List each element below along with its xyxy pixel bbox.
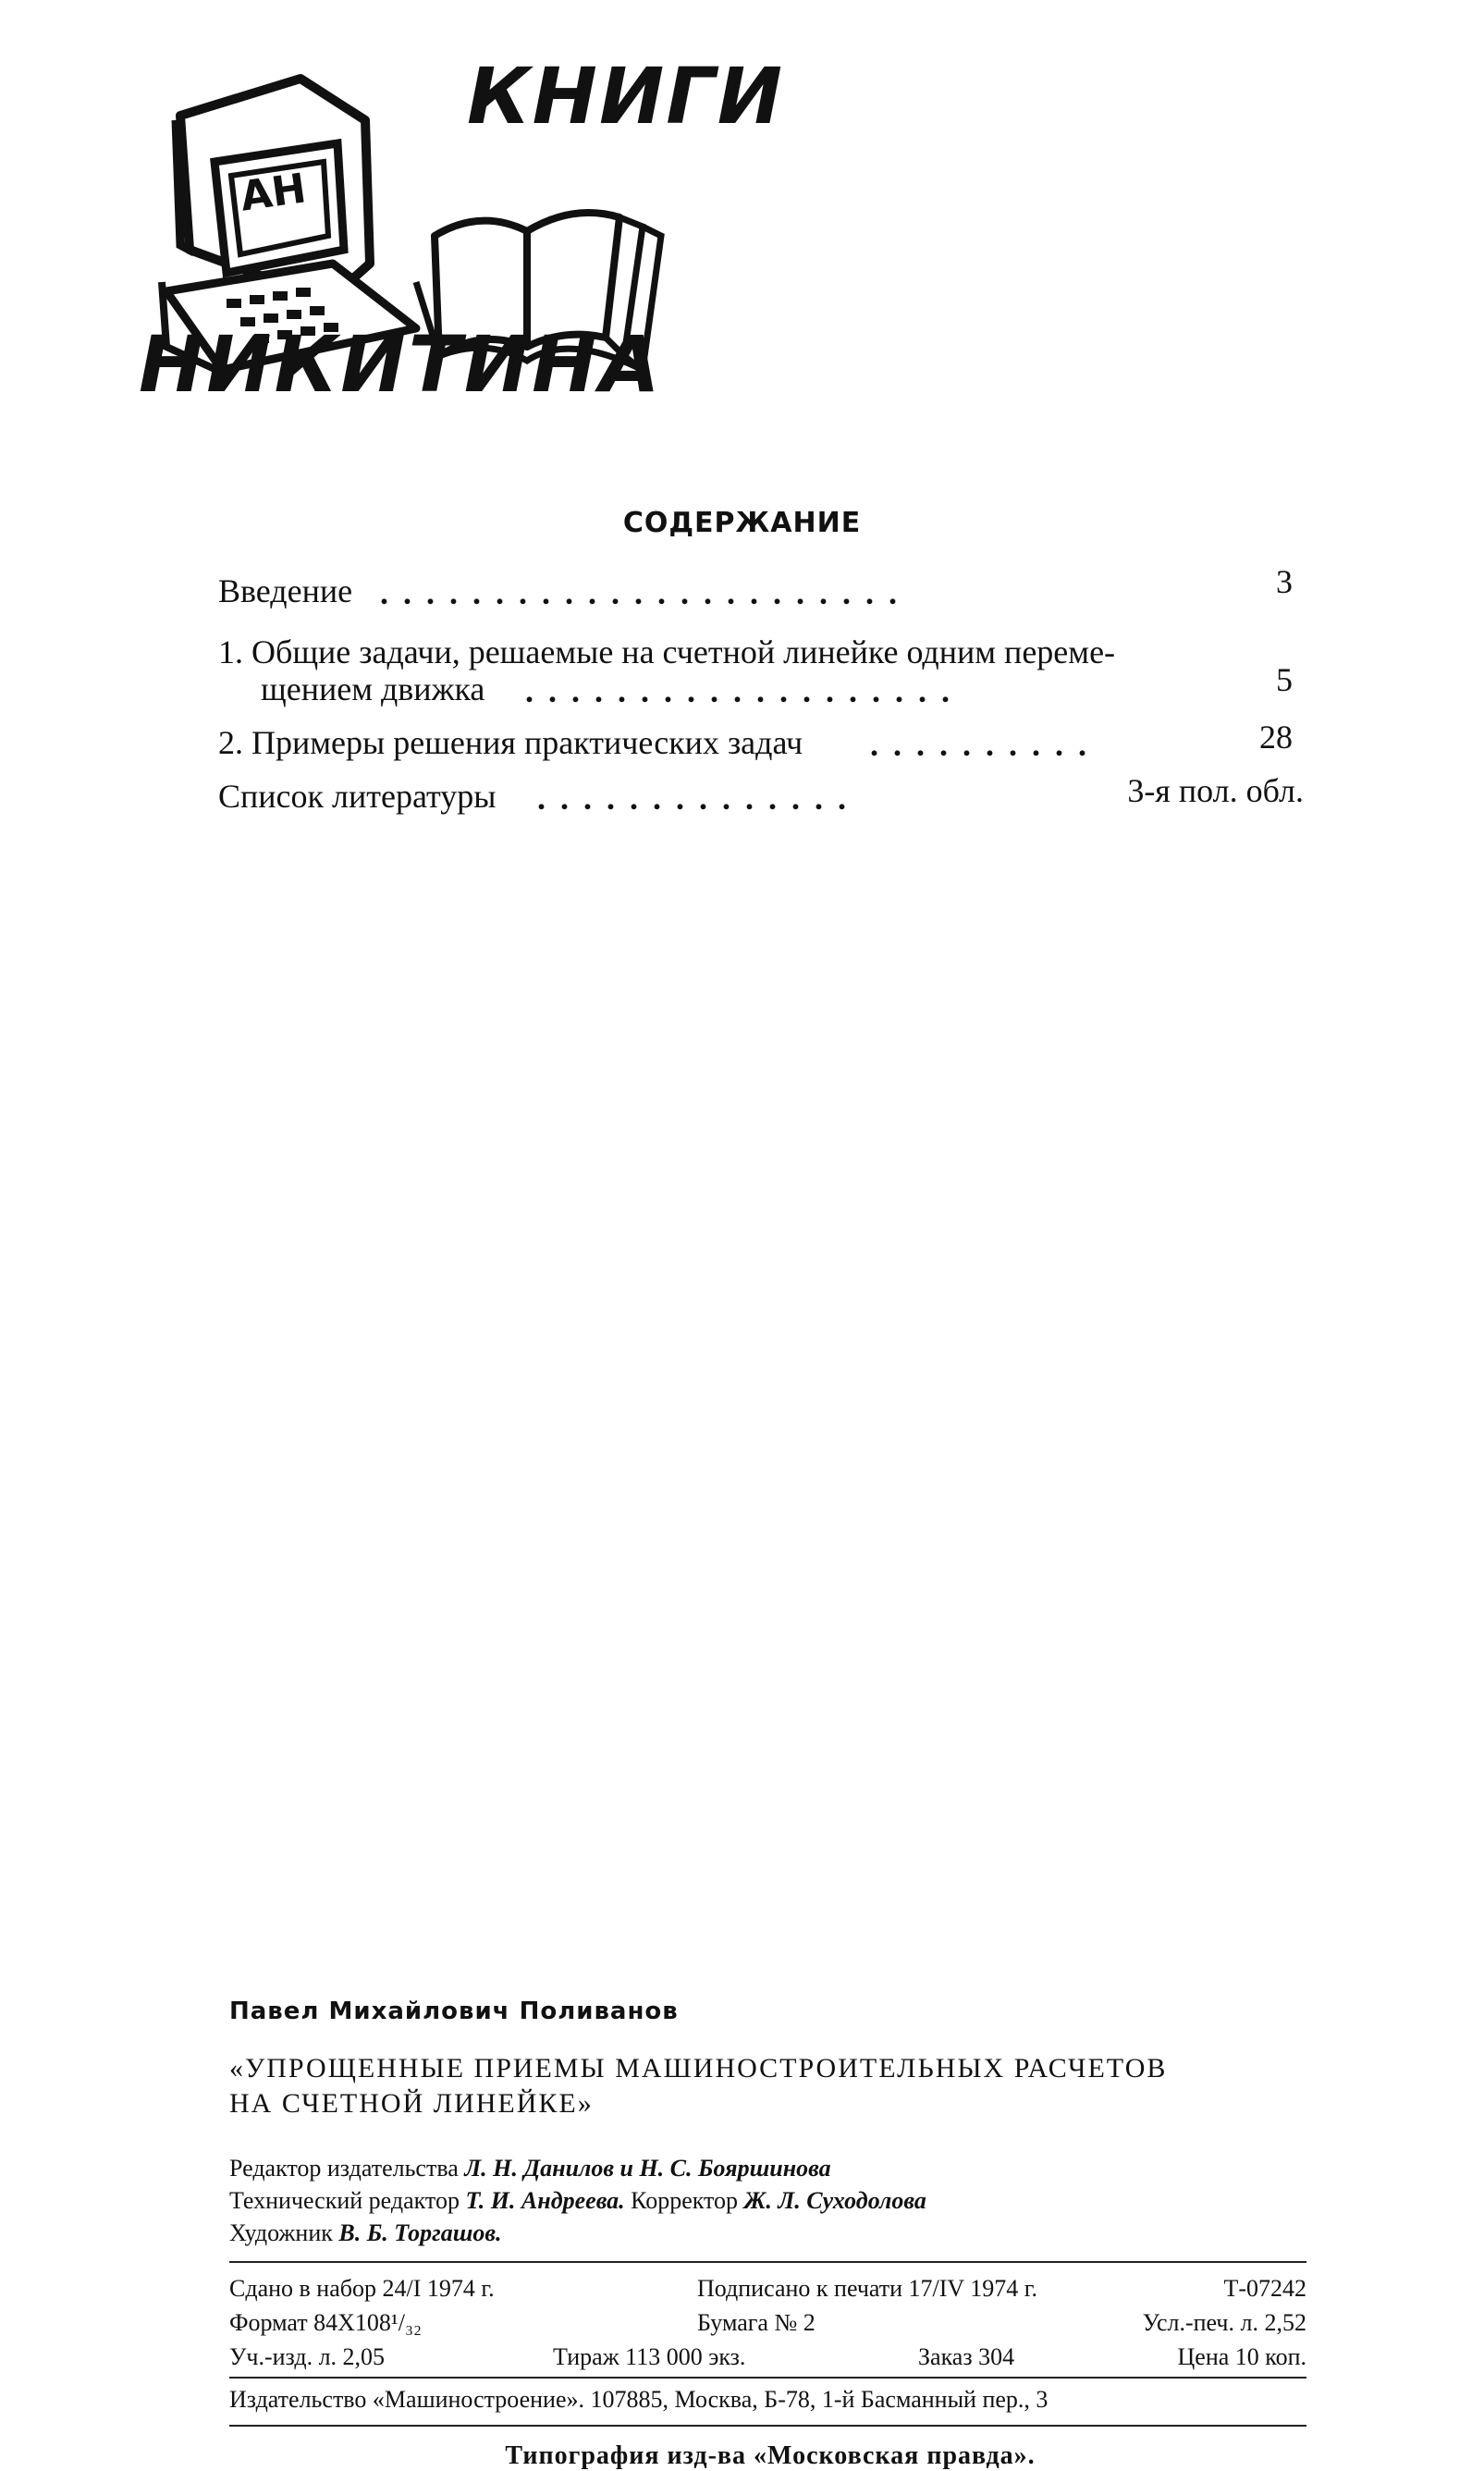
printing-house: Типография изд-ва «Московская правда». [505, 2441, 1036, 2470]
divider [229, 2261, 1306, 2263]
logo-word-books: КНИГИ [467, 51, 785, 141]
publication-code: Т-07242 [1223, 2275, 1306, 2302]
toc-entry-page: 3-я пол. обл. [1127, 772, 1304, 809]
format: Формат 84Х108¹/₃₂ [229, 2309, 423, 2336]
leader-dots: .......... [870, 726, 1101, 763]
price: Цена 10 коп. [1177, 2343, 1306, 2370]
corrector-name: Ж. Л. Суходолова [743, 2187, 926, 2214]
logo-monogram: АН [237, 165, 310, 221]
editor-credit [229, 2155, 831, 2182]
publishing-sheets: Уч.-изд. л. 2,05 [229, 2343, 386, 2370]
divider [229, 2425, 1306, 2427]
logo-word-name: НИКИТИНА [139, 319, 663, 410]
artist-credit [229, 2219, 502, 2247]
order-number: Заказ 304 [918, 2343, 1015, 2370]
author-name: Павел Михайлович Поливанов [229, 1998, 679, 2025]
leader-dots: ....................... [380, 574, 912, 611]
toc-entry-title: Введение [218, 572, 353, 609]
book-title-line-2: НА СЧЕТНОЙ ЛИНЕЙКЕ» [229, 2088, 594, 2119]
tech-editor-label: Технический редактор [229, 2187, 460, 2214]
toc-entry-page: 3 [1276, 563, 1293, 600]
signed-to-print-date: Подписано к печати 17/IV 1974 г. [697, 2275, 1037, 2302]
editor-label: Редактор издательства [229, 2155, 459, 2182]
toc-entry-title-continued: щением движка [261, 670, 485, 707]
toc-entry-page: 28 [1259, 719, 1293, 756]
sent-to-set-date: Сдано в набор 24/I 1974 г. [229, 2275, 495, 2302]
toc-entry-page: 5 [1276, 661, 1293, 698]
divider [229, 2377, 1306, 2379]
leader-dots: .............. [537, 780, 861, 817]
paper: Бумага № 2 [697, 2309, 816, 2336]
tech-editor-credit [229, 2187, 926, 2215]
artist-name: В. Б. Торгашов. [338, 2219, 502, 2246]
toc-entry-title: 2. Примеры решения практических задач [218, 724, 803, 761]
print-sheets: Усл.-печ. л. 2,52 [1142, 2309, 1306, 2336]
leader-dots: ................... [525, 672, 964, 709]
publisher-logo [139, 51, 785, 439]
artist-label: Художник [229, 2219, 333, 2246]
publisher-address: Издательство «Машиностроение». 107885, Москва, Б-78, 1-й Басманный пер., 3 [229, 2386, 1049, 2413]
toc-entry-title: Список литературы [218, 778, 497, 815]
tech-editor-name: Т. И. Андреева. [465, 2187, 625, 2214]
corrector-label: Корректор [631, 2187, 739, 2214]
toc-heading: СОДЕРЖАНИЕ [622, 507, 862, 539]
book-title-line-1: «УПРОЩЕННЫЕ ПРИЕМЫ МАШИНОСТРОИТЕЛЬНЫХ РАСЧЕТОВ [229, 2053, 1168, 2084]
toc-entry-title: 1. Общие задачи, решаемые на счетной линейке одним переме- [218, 633, 1116, 670]
circulation: Тираж 113 000 экз. [553, 2343, 746, 2370]
editor-names: Л. Н. Данилов и Н. С. Бояршинова [464, 2155, 831, 2182]
